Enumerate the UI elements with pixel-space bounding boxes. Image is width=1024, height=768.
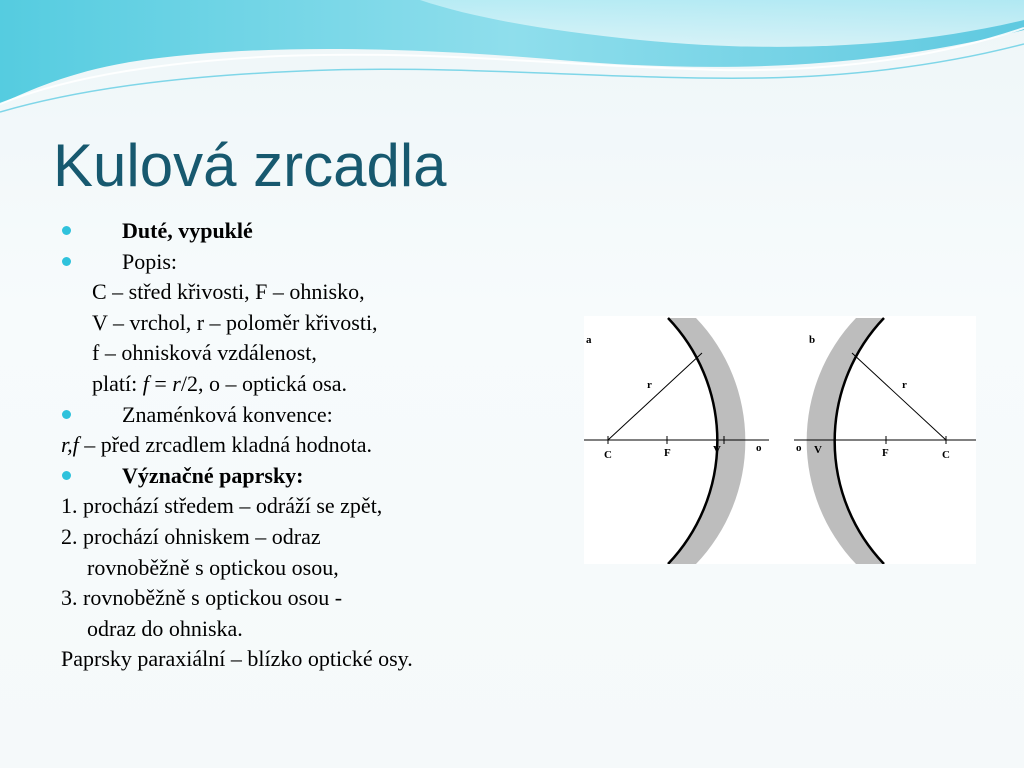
- text-run: Popis:: [122, 248, 178, 274]
- text-run: C – střed křivosti, F – ohnisko,: [92, 279, 365, 305]
- convex-mirror-panel: [794, 318, 976, 564]
- line-text: [61, 491, 382, 521]
- line-text: [61, 522, 321, 552]
- line-text: [61, 430, 372, 460]
- line-text: [87, 614, 243, 644]
- header-wave-decoration: [0, 0, 1024, 120]
- text-run: platí:: [92, 371, 143, 396]
- panel-a-label-o: o: [756, 442, 762, 454]
- line-text: [122, 461, 304, 491]
- line-text: [61, 644, 413, 674]
- text-run: Znaménková konvence:: [122, 401, 333, 427]
- text-run: f – ohnisková vzdálenost,: [92, 340, 317, 366]
- text-run: Význačné paprsky:: [122, 462, 304, 488]
- line-text: [92, 308, 378, 338]
- text-run: Paprsky paraxiální – blízko optické osy.: [61, 646, 413, 672]
- line-text: [122, 247, 177, 277]
- panel-b-label-c: C: [942, 449, 950, 461]
- panel-a-radius-label: r: [647, 379, 652, 391]
- slide-title: Kulová zrcadla: [53, 132, 447, 199]
- bullet-dot-icon: [62, 471, 71, 480]
- line-text: [87, 553, 339, 583]
- bullet-dot-icon: [62, 410, 71, 419]
- line-text: [61, 583, 342, 613]
- text-run: f: [142, 371, 149, 396]
- panel-a-letter: a: [586, 334, 592, 346]
- panel-b-letter: b: [809, 334, 816, 346]
- text-run: odraz do ohniska.: [87, 615, 243, 641]
- text-run: /2, o – optická osa.: [180, 371, 348, 396]
- text-run: r,f: [61, 432, 79, 458]
- panel-a-label-v: V: [713, 444, 721, 456]
- text-run: 1. prochází středem – odráží se zpět,: [61, 493, 383, 519]
- bullet-dot-icon: [62, 257, 71, 266]
- text-run: r: [172, 371, 181, 396]
- line-text: [92, 338, 317, 368]
- text-run: 3. rovnoběžně s optickou osou -: [61, 585, 343, 611]
- line-text: [92, 369, 347, 399]
- panel-a-label-c: C: [604, 449, 612, 461]
- panel-b-label-f: F: [882, 447, 889, 459]
- text-run: =: [148, 371, 173, 396]
- panel-b-label-v: V: [814, 444, 822, 456]
- text-run: V – vrchol, r – poloměr křivosti,: [92, 309, 378, 335]
- concave-mirror-panel: [584, 318, 769, 564]
- panel-a-label-f: F: [664, 447, 671, 459]
- bullet-dot-icon: [62, 226, 71, 235]
- panel-b-label-o: o: [796, 442, 802, 454]
- line-text: [92, 277, 365, 307]
- line-text: [122, 216, 253, 246]
- text-run: 2. prochází ohniskem – odraz: [61, 524, 321, 549]
- text-run: rovnoběžně s optickou osou,: [87, 554, 339, 580]
- panel-b-radius-label: r: [902, 379, 907, 391]
- text-run: Duté, vypuklé: [122, 218, 253, 243]
- line-text: [122, 400, 333, 430]
- spherical-mirrors-figure: [584, 316, 976, 564]
- text-run: – před zrcadlem kladná hodnota.: [78, 432, 372, 458]
